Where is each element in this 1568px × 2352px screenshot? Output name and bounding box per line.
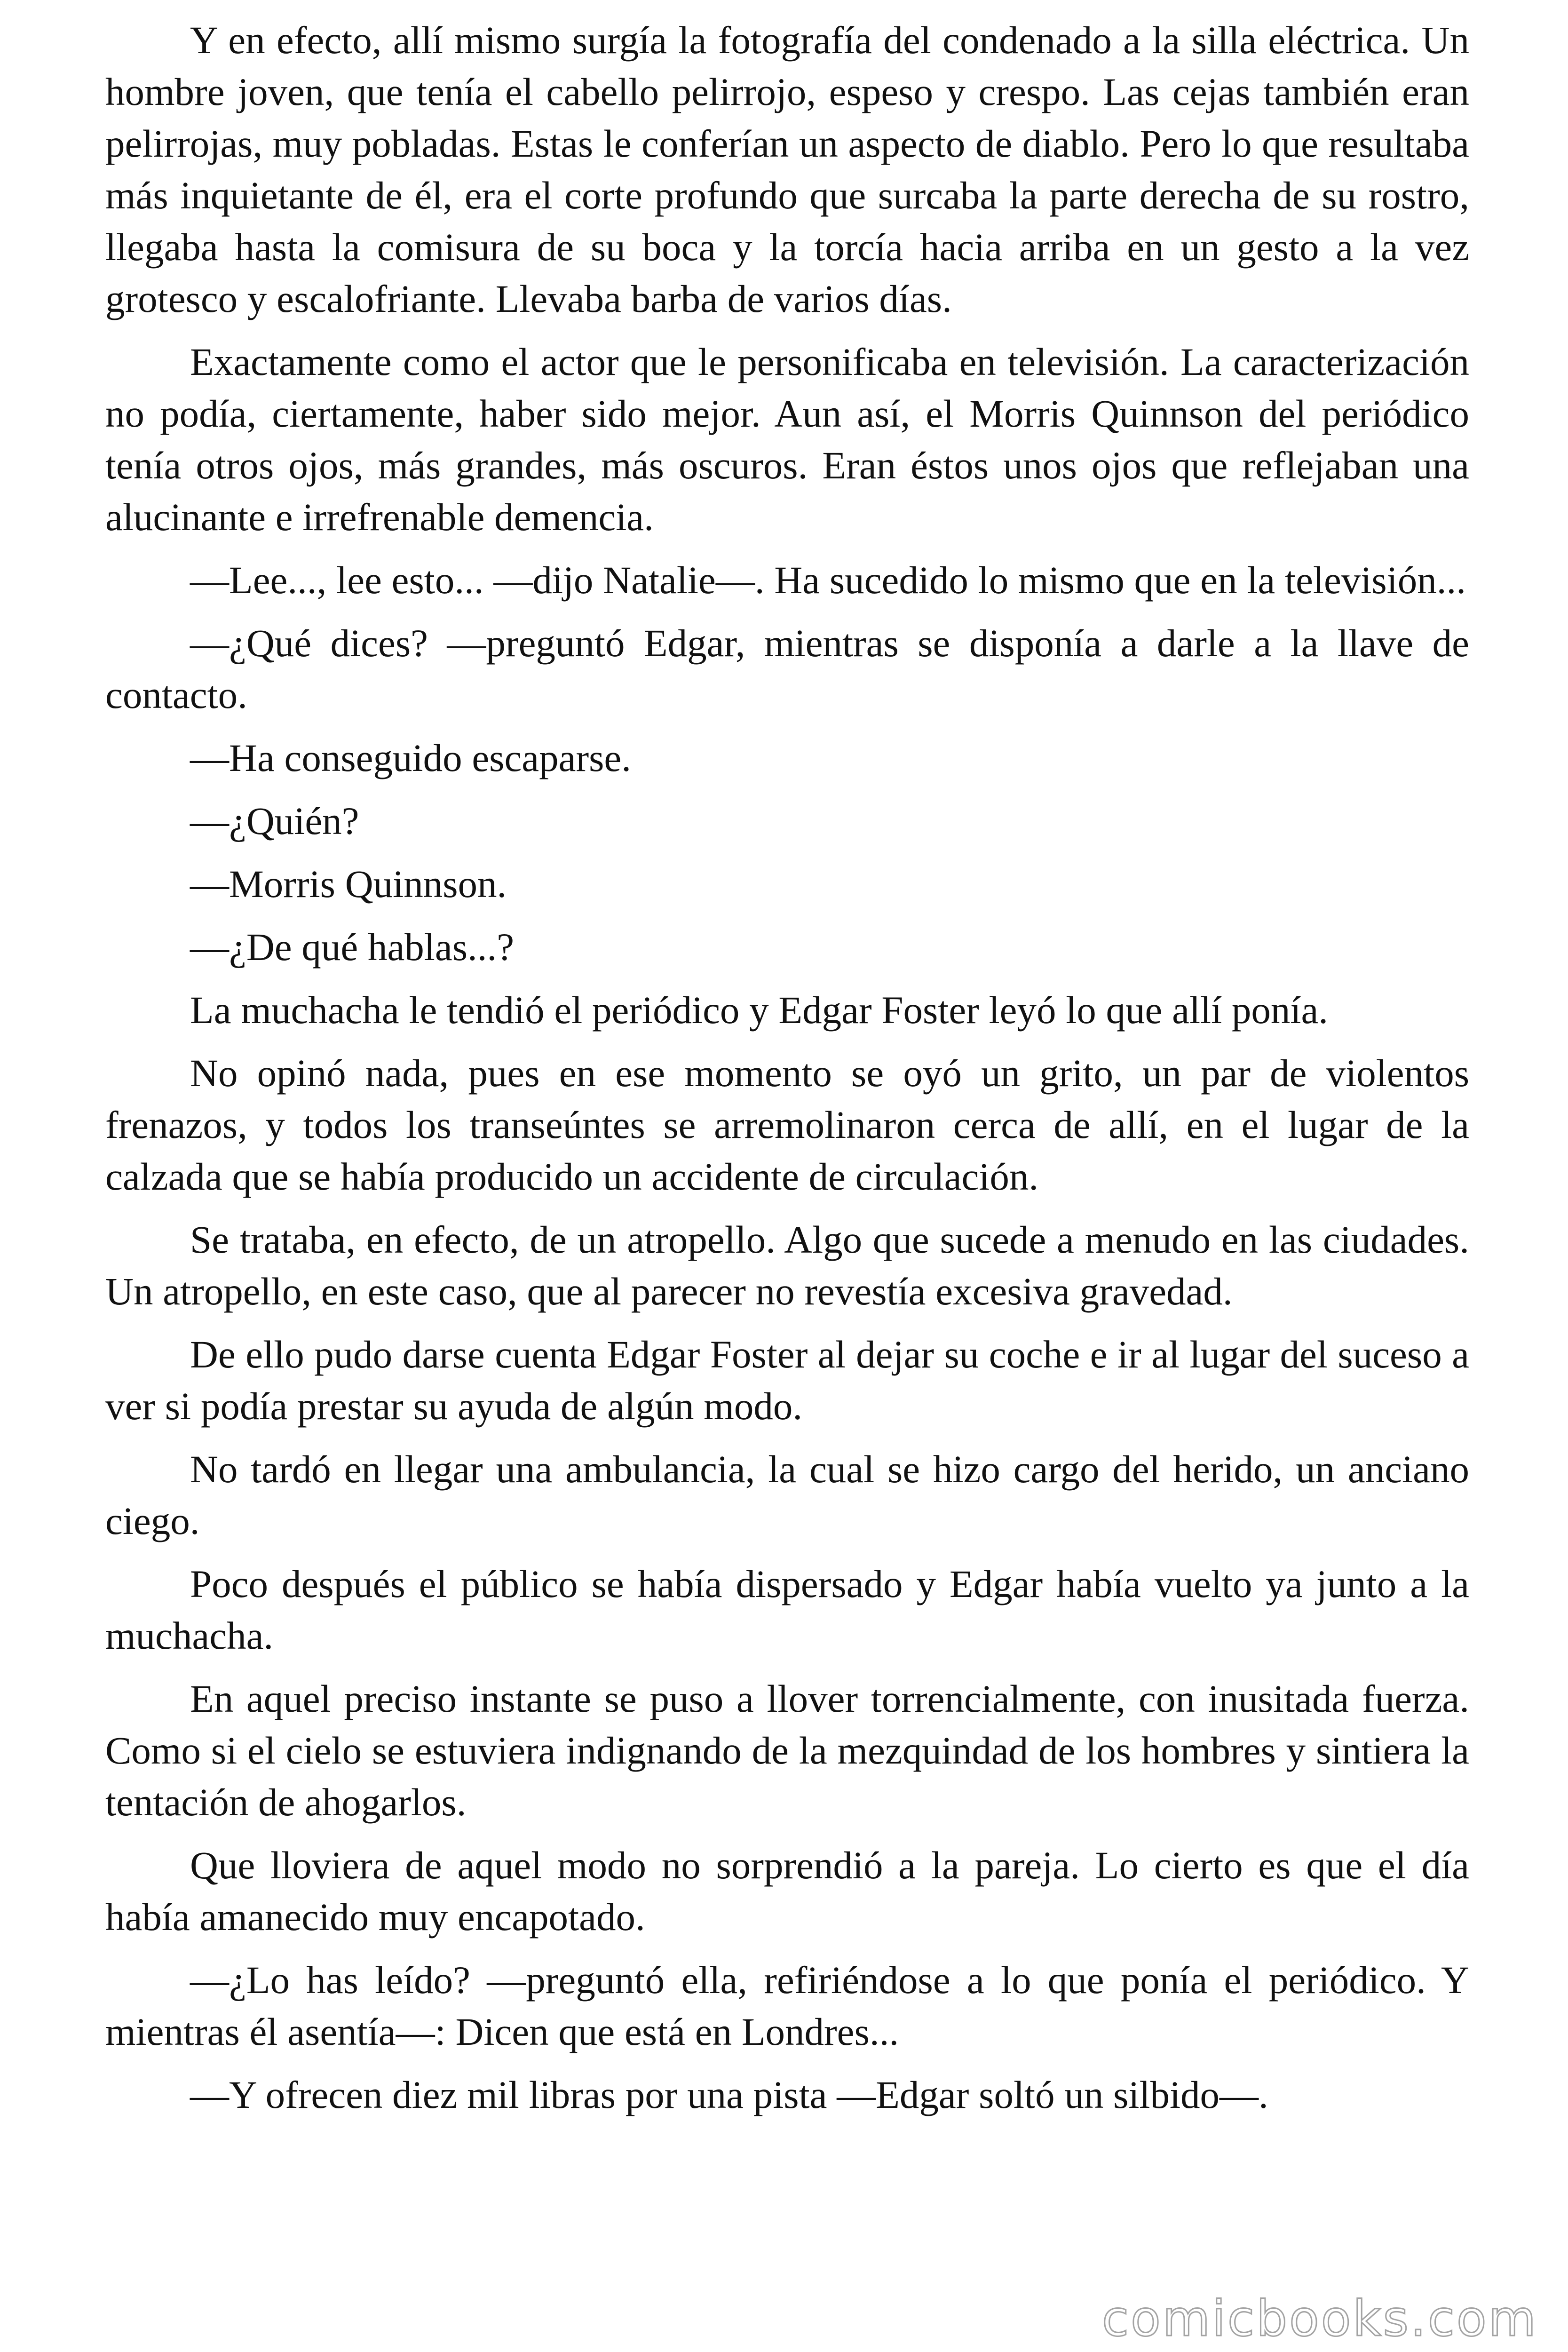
- paragraph: —¿Quién?: [190, 799, 359, 842]
- paragraph: Se trataba, en efecto, de un atropello. Algo que sucede a menudo en las ciudades. Un atropello, en este caso, que al parecer no revestía excesiva gravedad.: [105, 1218, 1469, 1313]
- paragraph: Poco después el público se había dispersado y Edgar había vuelto ya junto a la muchacha.: [105, 1562, 1469, 1657]
- paragraph: —¿Qué dices? —preguntó Edgar, mientras se disponía a darle a la llave de contacto.: [105, 621, 1469, 716]
- paragraph: —Y ofrecen diez mil libras por una pista —Edgar soltó un silbido—.: [190, 2073, 1268, 2116]
- paragraph: La muchacha le tendió el periódico y Edgar Foster leyó lo que allí ponía.: [190, 988, 1329, 1032]
- paragraph: De ello pudo darse cuenta Edgar Foster al dejar su coche e ir al lugar del suceso a ver si podía prestar su ayuda de algún modo.: [105, 1333, 1469, 1428]
- paragraph: —Morris Quinnson.: [190, 862, 507, 906]
- body-text: [105, 14, 1469, 2132]
- paragraph: Exactamente como el actor que le personificaba en televisión. La caracterización no podía, ciertamente, haber sido mejor. Aun así, el Morris Quinnson del periódico tenía otros ojos, más grandes, más oscuros. Eran éstos unos ojos que reflejaban una alucinante e irrefrenable demencia.: [105, 340, 1469, 539]
- paragraph: En aquel preciso instante se puso a llover torrencialmente, con inusitada fuerza. Como si el cielo se estuviera indignando de la mezquindad de los hombres y sintiera la tentación de ahogarlos.: [105, 1677, 1469, 1824]
- paragraph: No tardó en llegar una ambulancia, la cual se hizo cargo del herido, un anciano ciego.: [105, 1447, 1469, 1542]
- paragraph: —Ha conseguido escaparse.: [190, 736, 632, 779]
- paragraph: Que lloviera de aquel modo no sorprendió a la pareja. Lo cierto es que el día había amanecido muy encapotado.: [105, 1843, 1469, 1939]
- watermark: comicbooks.com: [1101, 2290, 1538, 2347]
- paragraph: No opinó nada, pues en ese momento se oyó un grito, un par de violentos frenazos, y todos los transeúntes se arremolinaron cerca de allí, en el lugar de la calzada que se había producido un accidente de circulación.: [105, 1051, 1469, 1198]
- paragraph: —¿De qué hablas...?: [190, 925, 515, 969]
- paragraph: —¿Lo has leído? —preguntó ella, refiriéndose a lo que ponía el periódico. Y mientras él asentía—: Dicen que está en Londres...: [105, 1958, 1469, 2053]
- paragraph: —Lee..., lee esto... —dijo Natalie—. Ha sucedido lo mismo que en la televisión...: [190, 558, 1466, 602]
- paragraph: Y en efecto, allí mismo surgía la fotografía del condenado a la silla eléctrica. Un hombre joven, que tenía el cabello pelirrojo, espeso y crespo. Las cejas también eran pelirrojas, muy pobladas. Estas le conferían un aspecto de diablo. Pero lo que resultaba más inquietante de él, era el corte profundo que surcaba la parte derecha de su rostro, llegaba hasta la comisura de su boca y la torcía hacia arriba en un gesto a la vez grotesco y escalofriante. Llevaba barba de varios días.: [105, 18, 1469, 320]
